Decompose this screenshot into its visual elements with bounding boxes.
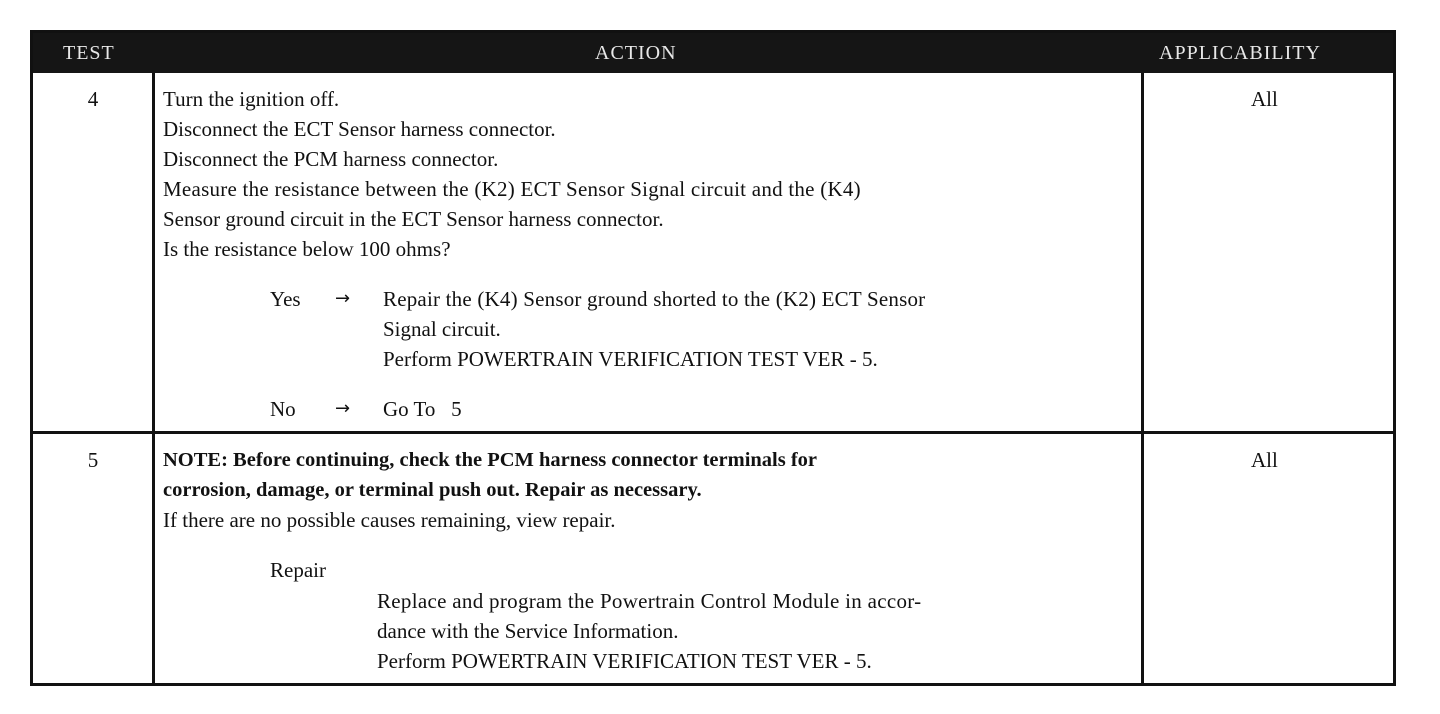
header-test: TEST [63, 42, 115, 64]
repair-line: Replace and program the Powertrain Control Module in accor- [377, 589, 922, 613]
column-divider [152, 73, 155, 683]
row-divider [33, 431, 1393, 434]
header-applicability: APPLICABILITY [1159, 42, 1321, 64]
note-line: NOTE: Before continuing, check the PCM harness connector terminals for [163, 449, 818, 471]
column-divider [1141, 73, 1144, 683]
yes-label: Yes [270, 287, 301, 311]
test-number: 5 [87, 448, 99, 472]
action-line: Disconnect the ECT Sensor harness connector. [163, 117, 556, 141]
action-line: Measure the resistance between the (K2) ECT Sensor Signal circuit and the (K4) [163, 177, 861, 201]
applicability-value: All [1251, 448, 1278, 472]
note-line: corrosion, damage, or terminal push out. Repair as necessary. [163, 479, 702, 501]
action-line: Turn the ignition off. [163, 87, 340, 111]
no-label: No [270, 397, 296, 421]
applicability-value: All [1251, 87, 1278, 111]
repair-line: Perform POWERTRAIN VERIFICATION TEST VER - 5. [377, 649, 872, 673]
action-line: Is the resistance below 100 ohms? [163, 237, 451, 261]
arrow-icon: → [335, 288, 351, 309]
repair-line: dance with the Service Information. [377, 619, 679, 643]
action-line: Disconnect the PCM harness connector. [163, 147, 499, 171]
yes-result-line: Perform POWERTRAIN VERIFICATION TEST VER - 5. [383, 347, 878, 371]
table-header [33, 33, 1393, 73]
test-number: 4 [87, 87, 99, 111]
yes-result-line: Signal circuit. [383, 317, 501, 341]
arrow-icon: → [335, 398, 351, 419]
action-line: If there are no possible causes remaining, view repair. [163, 508, 616, 532]
repair-label: Repair [270, 558, 326, 582]
diagnostic-table [30, 30, 1396, 686]
yes-result-line: Repair the (K4) Sensor ground shorted to the (K2) ECT Sensor [383, 287, 926, 311]
action-line: Sensor ground circuit in the ECT Sensor harness connector. [163, 207, 664, 231]
header-action: ACTION [595, 42, 677, 64]
no-result: Go To 5 [383, 397, 462, 421]
